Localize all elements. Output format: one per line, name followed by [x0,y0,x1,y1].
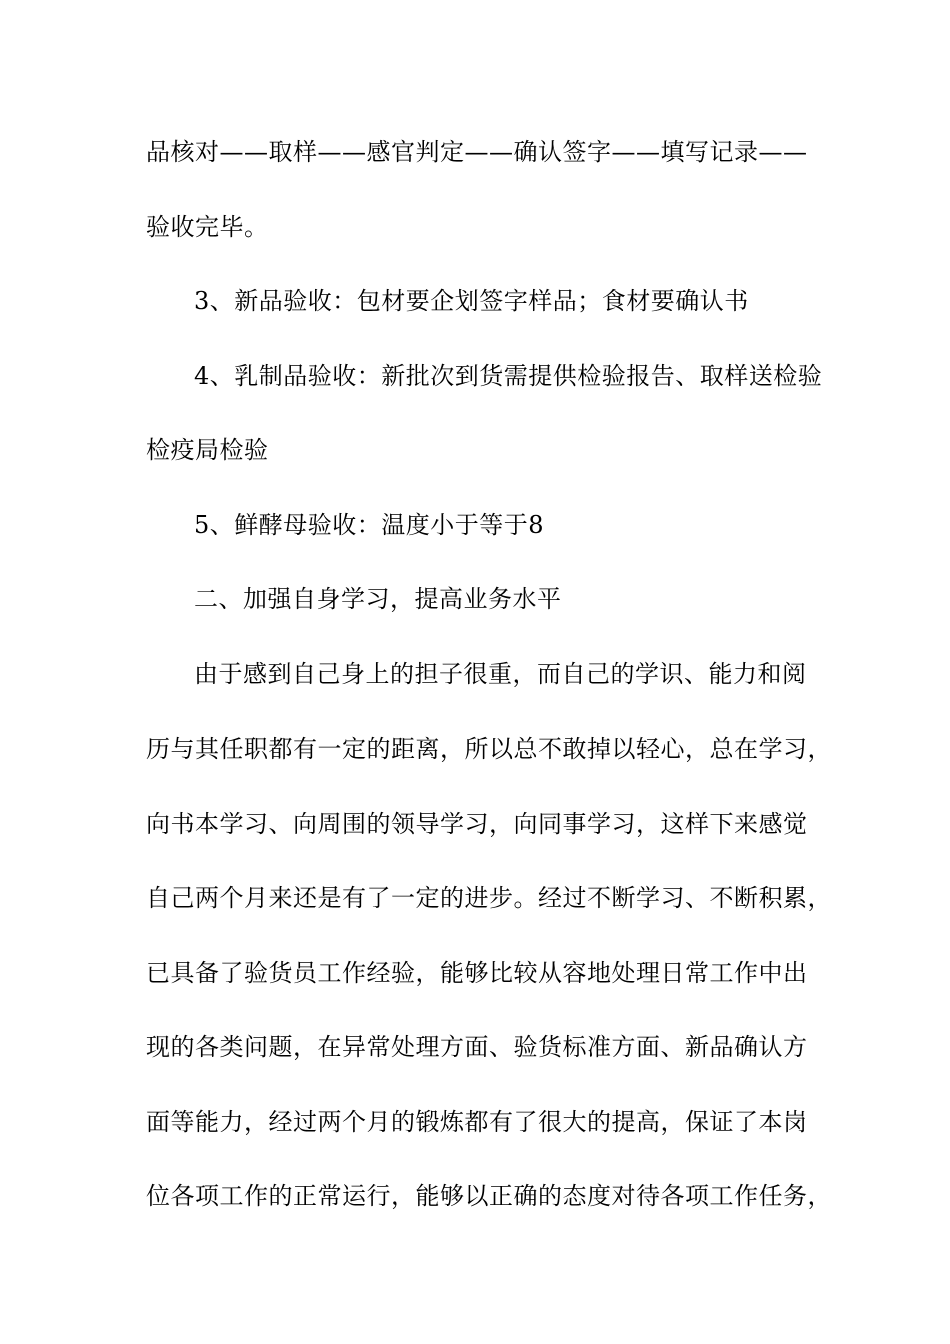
paragraph-line-7: 面等能力，经过两个月的锻炼都有了很大的提高，保证了本岗 [146,1108,808,1136]
text-line-process-steps: 品核对——取样——感官判定——确认签字——填写记录—— [146,138,808,166]
paragraph-line-4: 自己两个月来还是有了一定的进步。经过不断学习、不断积累， [146,884,832,912]
text-line-acceptance-complete: 验收完毕。 [146,213,269,241]
list-item-yeast-acceptance: 5、鲜酵母验收：温度小于等于8 [194,511,545,539]
list-item-new-product-acceptance: 3、新品验收：包材要企划签字样品；食材要确认书 [194,287,749,315]
section-heading-self-learning: 二、加强自身学习，提高业务水平 [194,585,562,613]
paragraph-line-1: 由于感到自己身上的担子很重，而自己的学识、能力和阅 [194,660,807,688]
paragraph-line-3: 向书本学习、向周围的领导学习，向同事学习，这样下来感觉 [146,810,808,838]
list-item-dairy-acceptance: 4、乳制品验收：新批次到货需提供检验报告、取样送检验 [194,362,823,390]
paragraph-line-8: 位各项工作的正常运行，能够以正确的态度对待各项工作任务， [146,1182,832,1210]
text-line-dairy-continuation: 检疫局检验 [146,436,269,464]
paragraph-line-5: 已具备了验货员工作经验，能够比较从容地处理日常工作中出 [146,959,808,987]
paragraph-line-6: 现的各类问题，在异常处理方面、验货标准方面、新品确认方 [146,1033,808,1061]
paragraph-line-2: 历与其任职都有一定的距离，所以总不敢掉以轻心，总在学习， [146,735,832,763]
